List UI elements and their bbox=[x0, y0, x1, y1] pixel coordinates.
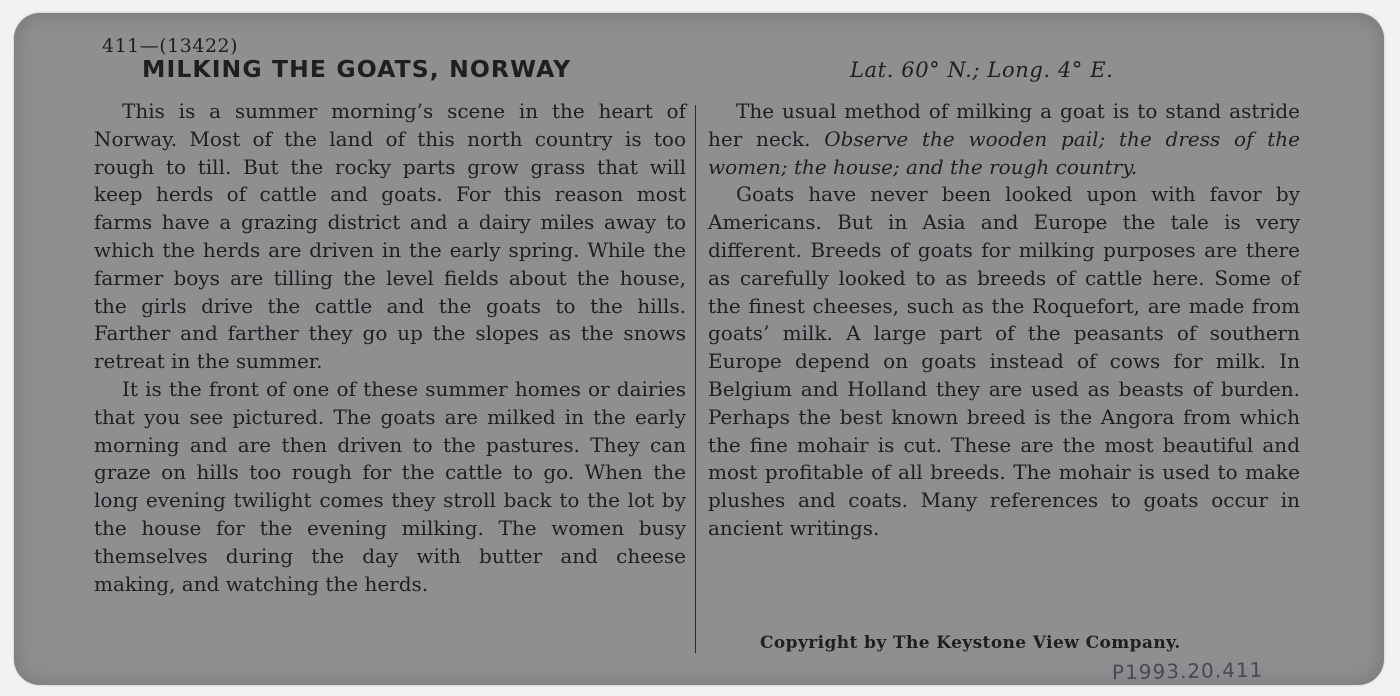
right-paragraph-1-text: The usual method of milking a goat is to stand astride her neck. bbox=[708, 99, 1300, 151]
coordinates: Lat. 60° N.; Long. 4° E. bbox=[850, 58, 1114, 82]
right-paragraph-2: Goats have never been looked upon with favor by Americans. But in Asia and Europe the tale is very different. Breeds of goats for milking purposes are there as carefully looked to as breeds of cattle here. Some of the finest cheeses, such as the Roquefort, are made from goats’ milk. A large part of the peasants of southern Europe depend on goats instead of cows for milk. In Belgium and Holland they are used as beasts of burden. Perhaps the best known breed is the Angora from which the fine mohair is cut. These are the most beautiful and most profitable of all breeds. The mohair is used to make plushes and coats. Many references to goats occur in ancient writings. bbox=[708, 182, 1300, 540]
accession-number: P1993.20.411 bbox=[1111, 657, 1264, 685]
right-paragraph-1 bbox=[708, 98, 1300, 181]
column-divider bbox=[695, 105, 696, 653]
left-text-column bbox=[94, 98, 686, 598]
copyright-line: Copyright by The Keystone View Company. bbox=[760, 633, 1181, 653]
left-paragraph-2: It is the front of one of these summer homes or dairies that you see pictured. The goats are milked in the early morning and are then driven to the pastures. They can graze on hills too rough for the cattle to go. When the long evening twilight comes they stroll back to the lot by the house for the evening milking. The women busy themselves during the day with butter and cheese making, and watching the herds. bbox=[94, 376, 686, 596]
card-title: MILKING THE GOATS, NORWAY bbox=[142, 55, 572, 83]
right-paragraph-1-italic: Observe the wooden pail; the dress of the women; the house; and the rough country. bbox=[708, 126, 1301, 179]
catalog-number: 411—(13422) bbox=[102, 35, 239, 57]
right-text-column bbox=[708, 98, 1300, 543]
left-paragraph-1: This is a summer morning’s scene in the heart of Norway. Most of the land of this north country is too rough to till. But the rocky parts grow grass that will keep herds of cattle and goats. For this reason most farms have a grazing district and a dairy miles away to which the herds are driven in the early spring. While the farmer boys are tilling the level fields about the house, the girls drive the cattle and the goats to the hills. Farther and farther they go up the slopes as the snows retreat in the summer. bbox=[94, 99, 686, 374]
stereograph-card-back bbox=[14, 13, 1384, 685]
